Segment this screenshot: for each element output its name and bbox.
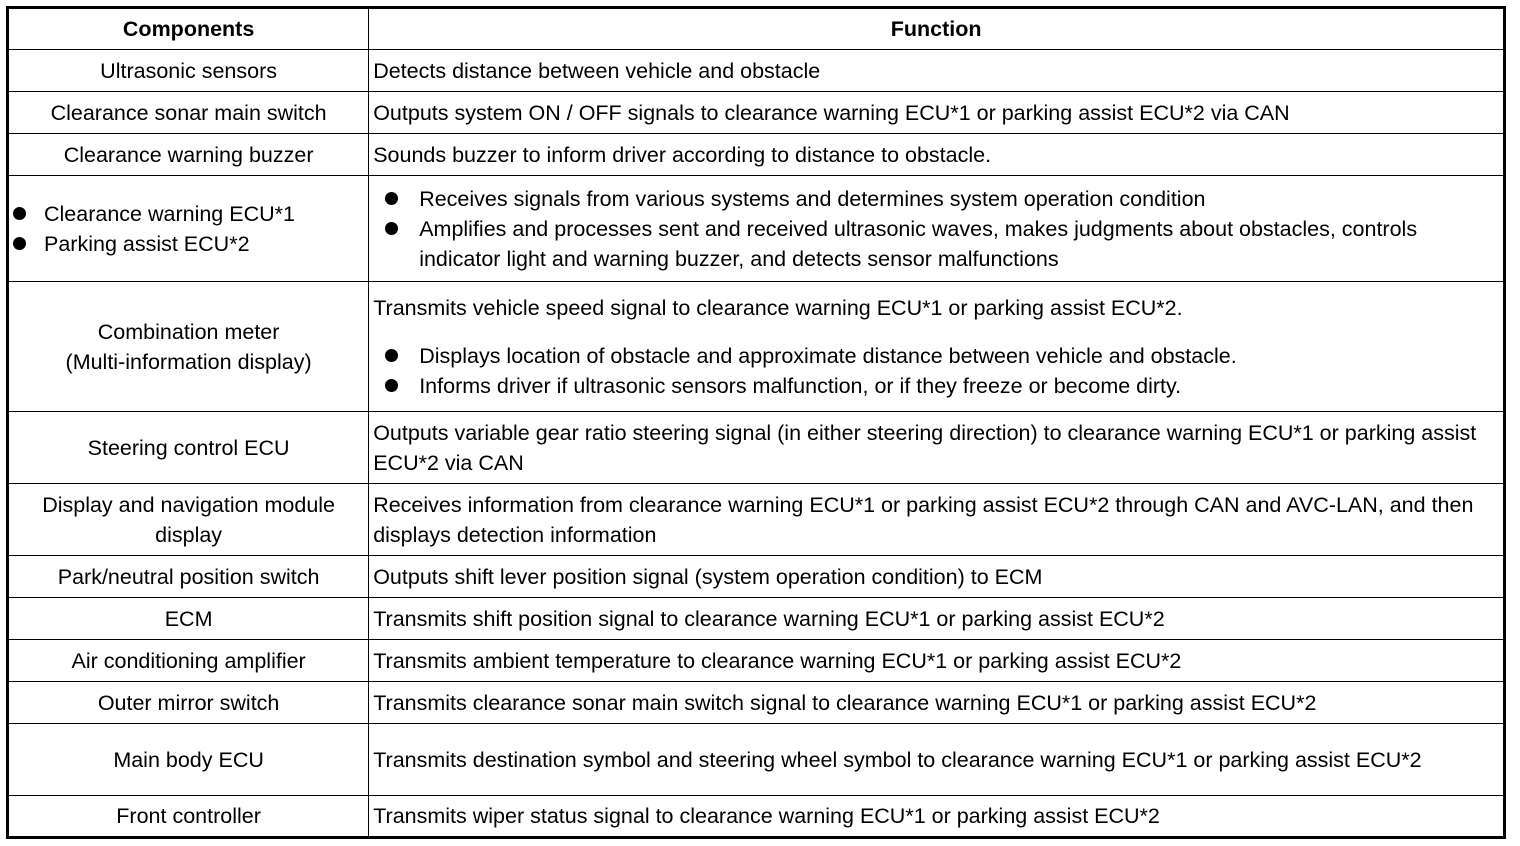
- table-row: [8, 176, 1505, 282]
- table-row: [8, 796, 1505, 838]
- list-item: [385, 184, 1499, 214]
- function-cell: Transmits clearance sonar main switch signal to clearance warning ECU*1 or parking assist ECU*2: [369, 682, 1505, 724]
- function-cell: Outputs system ON / OFF signals to clearance warning ECU*1 or parking assist ECU*2 via CAN: [369, 92, 1505, 134]
- function-bullet-text: Informs driver if ultrasonic sensors malfunction, or if they freeze or become dirty.: [419, 373, 1182, 398]
- table-row: [8, 50, 1505, 92]
- function-bullet-text: Amplifies and processes sent and received ultrasonic waves, makes judgments about obstacles, controls indicator light and warning buzzer, and detects sensor malfunctions: [419, 216, 1418, 271]
- component-bullet-text: Clearance warning ECU*1: [44, 201, 295, 226]
- component-cell: Outer mirror switch: [8, 682, 369, 724]
- list-item: [385, 341, 1499, 371]
- table-row: [8, 282, 1505, 412]
- component-cell: [8, 282, 369, 412]
- bullet-dot-icon: [13, 237, 26, 250]
- function-cell: Receives information from clearance warning ECU*1 or parking assist ECU*2 through CAN and AVC-LAN, and then displays detection information: [369, 484, 1505, 556]
- table-row: [8, 724, 1505, 796]
- component-bullet-text: Parking assist ECU*2: [44, 231, 250, 256]
- function-cell: [369, 176, 1505, 282]
- function-bullet-text: Receives signals from various systems and determines system operation condition: [419, 186, 1206, 211]
- list-item: [385, 371, 1499, 401]
- bullet-dot-icon: [385, 192, 398, 205]
- component-cell: Clearance sonar main switch: [8, 92, 369, 134]
- function-cell: Transmits wiper status signal to clearance warning ECU*1 or parking assist ECU*2: [369, 796, 1505, 838]
- function-cell: Outputs variable gear ratio steering signal (in either steering direction) to clearance warning ECU*1 or parking assist ECU*2 via CAN: [369, 412, 1505, 484]
- function-cell: Outputs shift lever position signal (system operation condition) to ECM: [369, 556, 1505, 598]
- table-row: [8, 640, 1505, 682]
- component-cell: Air conditioning amplifier: [8, 640, 369, 682]
- table-row: [8, 556, 1505, 598]
- component-line: (Multi-information display): [65, 349, 312, 374]
- component-cell: Park/neutral position switch: [8, 556, 369, 598]
- function-cell: [369, 282, 1505, 412]
- component-cell: Main body ECU: [8, 724, 369, 796]
- component-line: Combination meter: [97, 319, 280, 344]
- function-header: Function: [369, 8, 1505, 50]
- function-lead-text: Transmits vehicle speed signal to clearance warning ECU*1 or parking assist ECU*2.: [373, 295, 1183, 320]
- header-row: [8, 8, 1505, 50]
- component-cell: Display and navigation module display: [8, 484, 369, 556]
- components-function-table: [6, 6, 1506, 839]
- component-bullet-list: [13, 199, 364, 259]
- function-bullet-text: Displays location of obstacle and approximate distance between vehicle and obstacle.: [419, 343, 1237, 368]
- bullet-dot-icon: [385, 379, 398, 392]
- function-cell: Transmits shift position signal to clearance warning ECU*1 or parking assist ECU*2: [369, 598, 1505, 640]
- bullet-dot-icon: [385, 349, 398, 362]
- components-header: Components: [8, 8, 369, 50]
- function-cell: Transmits ambient temperature to clearance warning ECU*1 or parking assist ECU*2: [369, 640, 1505, 682]
- function-bullet-list: [373, 184, 1499, 274]
- component-cell: Front controller: [8, 796, 369, 838]
- function-cell: Detects distance between vehicle and obstacle: [369, 50, 1505, 92]
- table-row: [8, 134, 1505, 176]
- function-bullet-list: [373, 341, 1499, 401]
- component-cell: [8, 176, 369, 282]
- bullet-dot-icon: [13, 207, 26, 220]
- table-row: [8, 598, 1505, 640]
- list-item: [385, 214, 1499, 274]
- component-cell: ECM: [8, 598, 369, 640]
- table-row: [8, 412, 1505, 484]
- component-cell: Steering control ECU: [8, 412, 369, 484]
- list-item: [13, 229, 364, 259]
- function-cell: Sounds buzzer to inform driver according to distance to obstacle.: [369, 134, 1505, 176]
- table-row: [8, 484, 1505, 556]
- table-row: [8, 682, 1505, 724]
- bullet-dot-icon: [385, 222, 398, 235]
- table-row: [8, 92, 1505, 134]
- component-cell: Ultrasonic sensors: [8, 50, 369, 92]
- function-cell: Transmits destination symbol and steering wheel symbol to clearance warning ECU*1 or parking assist ECU*2: [369, 724, 1505, 796]
- component-cell: Clearance warning buzzer: [8, 134, 369, 176]
- list-item: [13, 199, 364, 229]
